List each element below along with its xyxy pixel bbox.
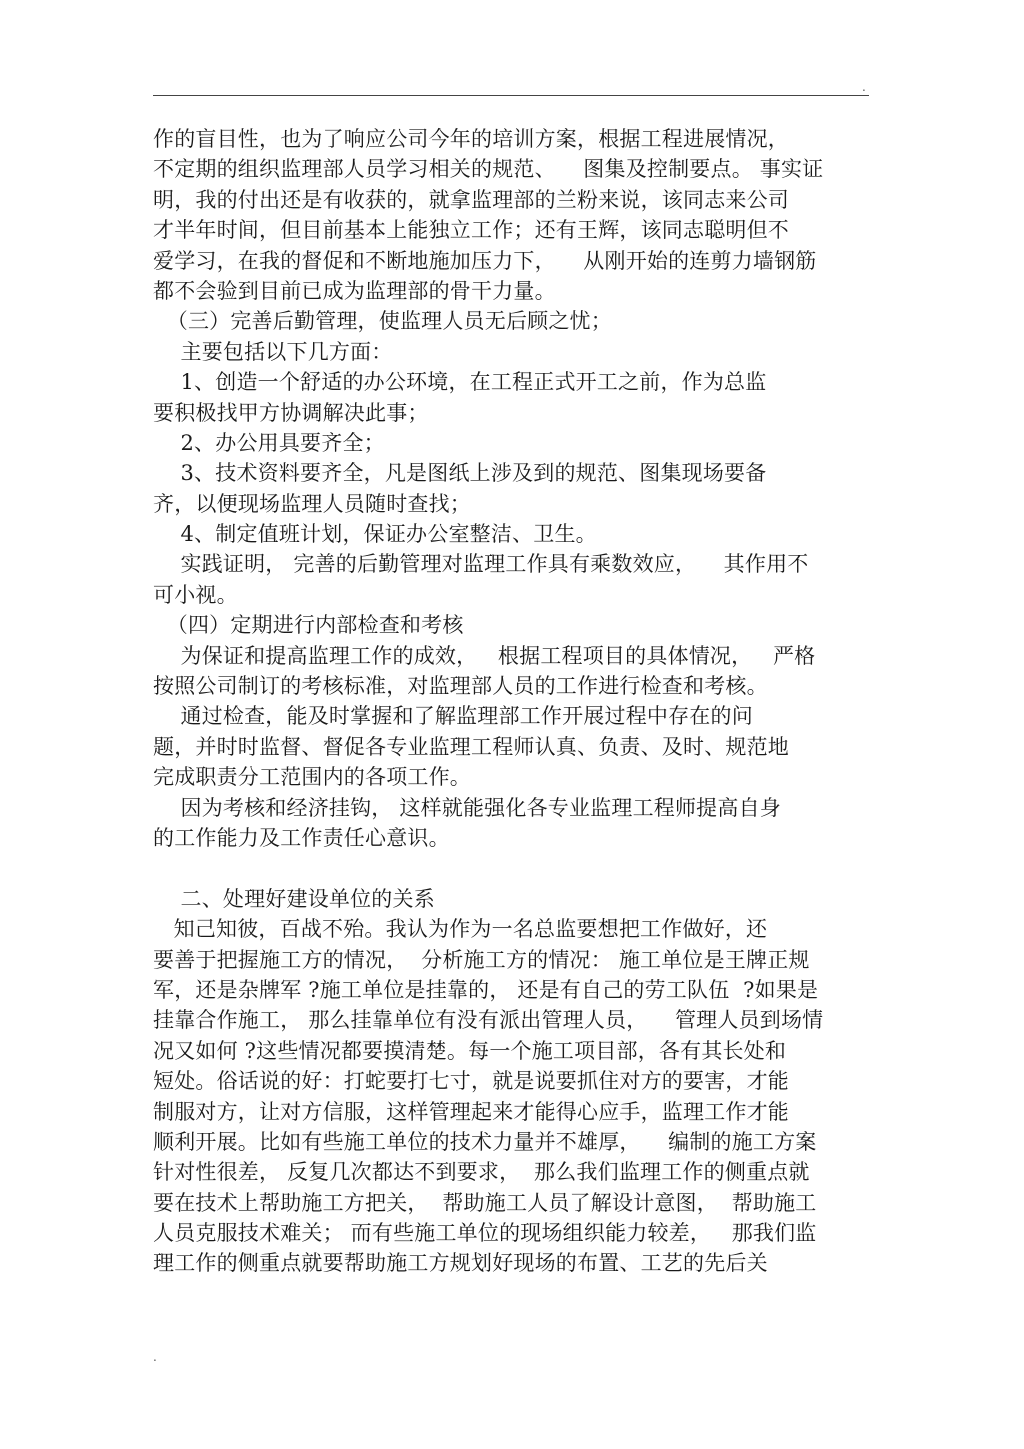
text-line: 针对性很差， 反复几次都达不到要求， 那么我们监理工作的侧重点就	[153, 1160, 810, 1185]
footer-mark: .	[153, 1350, 157, 1364]
list-item: 4、制定值班计划，保证办公室整洁、卫生。	[153, 522, 597, 547]
text-line: 才半年时间，但目前基本上能独立工作；还有王辉，该同志聪明但不	[153, 218, 789, 243]
list-item: 2、办公用具要齐全；	[153, 430, 385, 455]
text-line: 齐，以便现场监理人员随时查找；	[153, 491, 471, 516]
text-line: 挂靠合作施工， 那么挂靠单位有没有派出管理人员， 管理人员到场情	[153, 1008, 824, 1033]
text-line: 爱学习，在我的督促和不断地施加压力下， 从刚开始的连剪力墙钢筋	[153, 248, 817, 273]
section-heading: （四）定期进行内部检查和考核	[153, 613, 464, 638]
text-line: 都不会验到目前已成为监理部的骨干力量。	[153, 278, 556, 303]
list-item: 1、创造一个舒适的办公环境，在工程正式开工之前，作为总监	[153, 370, 767, 395]
section-heading: （三）完善后勤管理，使监理人员无后顾之忧；	[153, 309, 612, 334]
text-line: 实践证明， 完善的后勤管理对监理工作具有乘数效应， 其作用不	[153, 552, 809, 577]
text-line: 人员克服技术难关； 而有些施工单位的现场组织能力较差， 那我们监	[153, 1221, 817, 1246]
text-line: 要积极找甲方协调解决此事；	[153, 400, 429, 425]
text-line: 明，我的付出还是有收获的，就拿监理部的兰粉来说，该同志来公司	[153, 187, 789, 212]
text-line: 为保证和提高监理工作的成效， 根据工程项目的具体情况， 严格	[153, 643, 816, 668]
header-mark: .	[862, 80, 866, 94]
text-line: 因为考核和经济挂钩， 这样就能强化各专业监理工程师提高自身	[153, 795, 781, 820]
paragraph-gap	[153, 853, 873, 883]
text-line: 的工作能力及工作责任心意识。	[153, 825, 450, 850]
text-line: 不定期的组织监理部人员学习相关的规范、 图集及控制要点。 事实证	[153, 157, 824, 182]
text-line: 况又如何 ?这些情况都要摸清楚。每一个施工项目部，各有其长处和	[153, 1038, 787, 1063]
text-line: 主要包括以下几方面：	[153, 339, 393, 364]
text-line: 要善于把握施工方的情况， 分析施工方的情况： 施工单位是王牌正规	[153, 947, 810, 972]
text-line: 军，还是杂牌军 ?施工单位是挂靠的， 还是有自己的劳工队伍 ?如果是	[153, 977, 819, 1002]
text-line: 理工作的侧重点就要帮助施工方规划好现场的布置、工艺的先后关	[153, 1251, 768, 1276]
text-line: 作的盲目性，也为了响应公司今年的培训方案，根据工程进展情况，	[153, 127, 789, 151]
section-heading: 二、处理好建设单位的关系	[153, 886, 435, 911]
text-line: 可小视。	[153, 582, 238, 607]
text-line: 顺利开展。比如有些施工单位的技术力量并不雄厚， 编制的施工方案	[153, 1129, 817, 1154]
document-body	[153, 124, 873, 1279]
text-line: 制服对方，让对方信服，这样管理起来才能得心应手，监理工作才能	[153, 1099, 789, 1124]
header-rule	[153, 95, 869, 96]
list-item: 3、技术资料要齐全，凡是图纸上涉及到的规范、图集现场要备	[153, 461, 767, 486]
text-line: 完成职责分工范围内的各项工作。	[153, 765, 471, 790]
text-line: 要在技术上帮助施工方把关， 帮助施工人员了解设计意图， 帮助施工	[153, 1190, 817, 1215]
text-line: 题，并时时监督、督促各专业监理工程师认真、负责、及时、规范地	[153, 734, 789, 759]
text-line: 短处。俗话说的好：打蛇要打七寸，就是说要抓住对方的要害，才能	[153, 1069, 789, 1094]
text-line: 按照公司制订的考核标准，对监理部人员的工作进行检查和考核。	[153, 674, 768, 699]
text-line: 知己知彼，百战不殆。我认为作为一名总监要想把工作做好，还	[153, 917, 768, 942]
text-line: 通过检查，能及时掌握和了解监理部工作开展过程中存在的问	[153, 704, 753, 729]
